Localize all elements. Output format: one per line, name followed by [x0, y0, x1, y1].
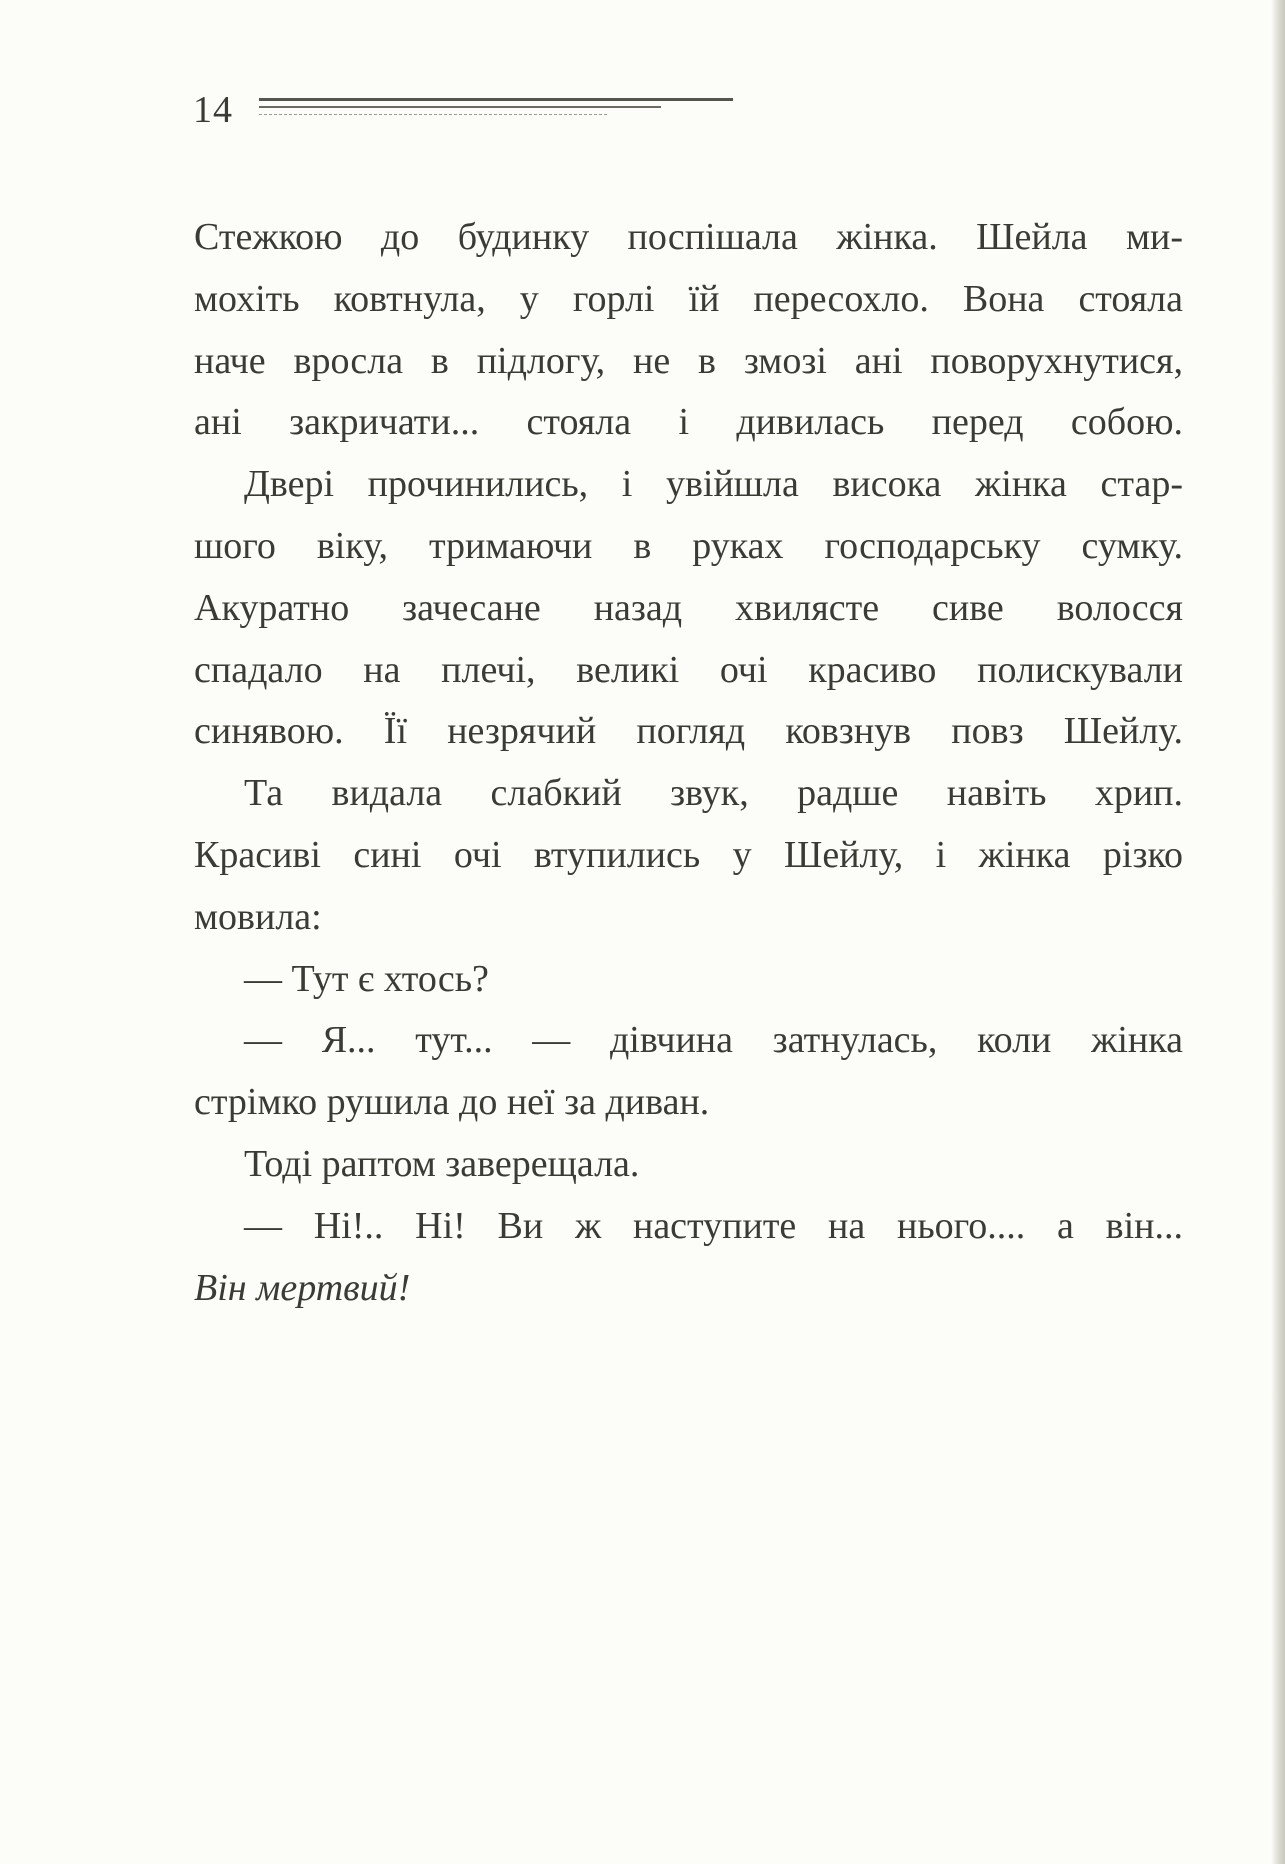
text-line: мохіть ковтнула, у горлі їй пересохло. Вона стояла — [194, 277, 1183, 320]
header-rule — [259, 106, 661, 108]
text-line: синявою. Її незрячий погляд ковзнув повз Шейлу. — [194, 710, 1183, 753]
text-line: Двері прочинились, і увійшла висока жінка стар- — [244, 463, 1183, 506]
text-line: наче вросла в підлогу, не в змозі ані поворухнутися, — [194, 339, 1183, 382]
header-rule — [259, 98, 733, 101]
page-edge-shadow — [1271, 0, 1285, 1864]
text-line: шого віку, тримаючи в руках господарську сумку. — [194, 524, 1183, 567]
dialogue-line: — Я... тут... — дівчина затнулась, коли жінка — [244, 1019, 1183, 1062]
text-line: стрімко рушила до неї за диван. — [194, 1081, 710, 1124]
header-rule-dotted — [259, 114, 607, 115]
text-line: мовила: — [194, 895, 322, 938]
text-line: Красиві сині очі втупились у Шейлу, і жінка різко — [194, 833, 1183, 876]
text-line: Та видала слабкий звук, радше навіть хрип. — [244, 772, 1183, 815]
dialogue-line: — Тут є хтось? — [244, 957, 489, 1000]
text-line: ані закричати... стояла і дивилась перед собою. — [194, 401, 1183, 444]
body-text — [194, 207, 1183, 1319]
dialogue-line: — Ні!.. Ні! Ви ж наступите на нього.... а він... — [244, 1204, 1183, 1247]
text-line: Тоді раптом заверещала. — [244, 1142, 640, 1185]
text-line: Стежкою до будинку поспішала жінка. Шейла ми- — [194, 216, 1183, 258]
text-line: спадало на плечі, великі очі красиво полискували — [194, 648, 1183, 691]
page-number: 14 — [193, 89, 233, 131]
text-line: Акуратно зачесане назад хвилясте сиве волосся — [194, 586, 1183, 629]
italic-text-line: Він мертвий! — [194, 1266, 411, 1309]
